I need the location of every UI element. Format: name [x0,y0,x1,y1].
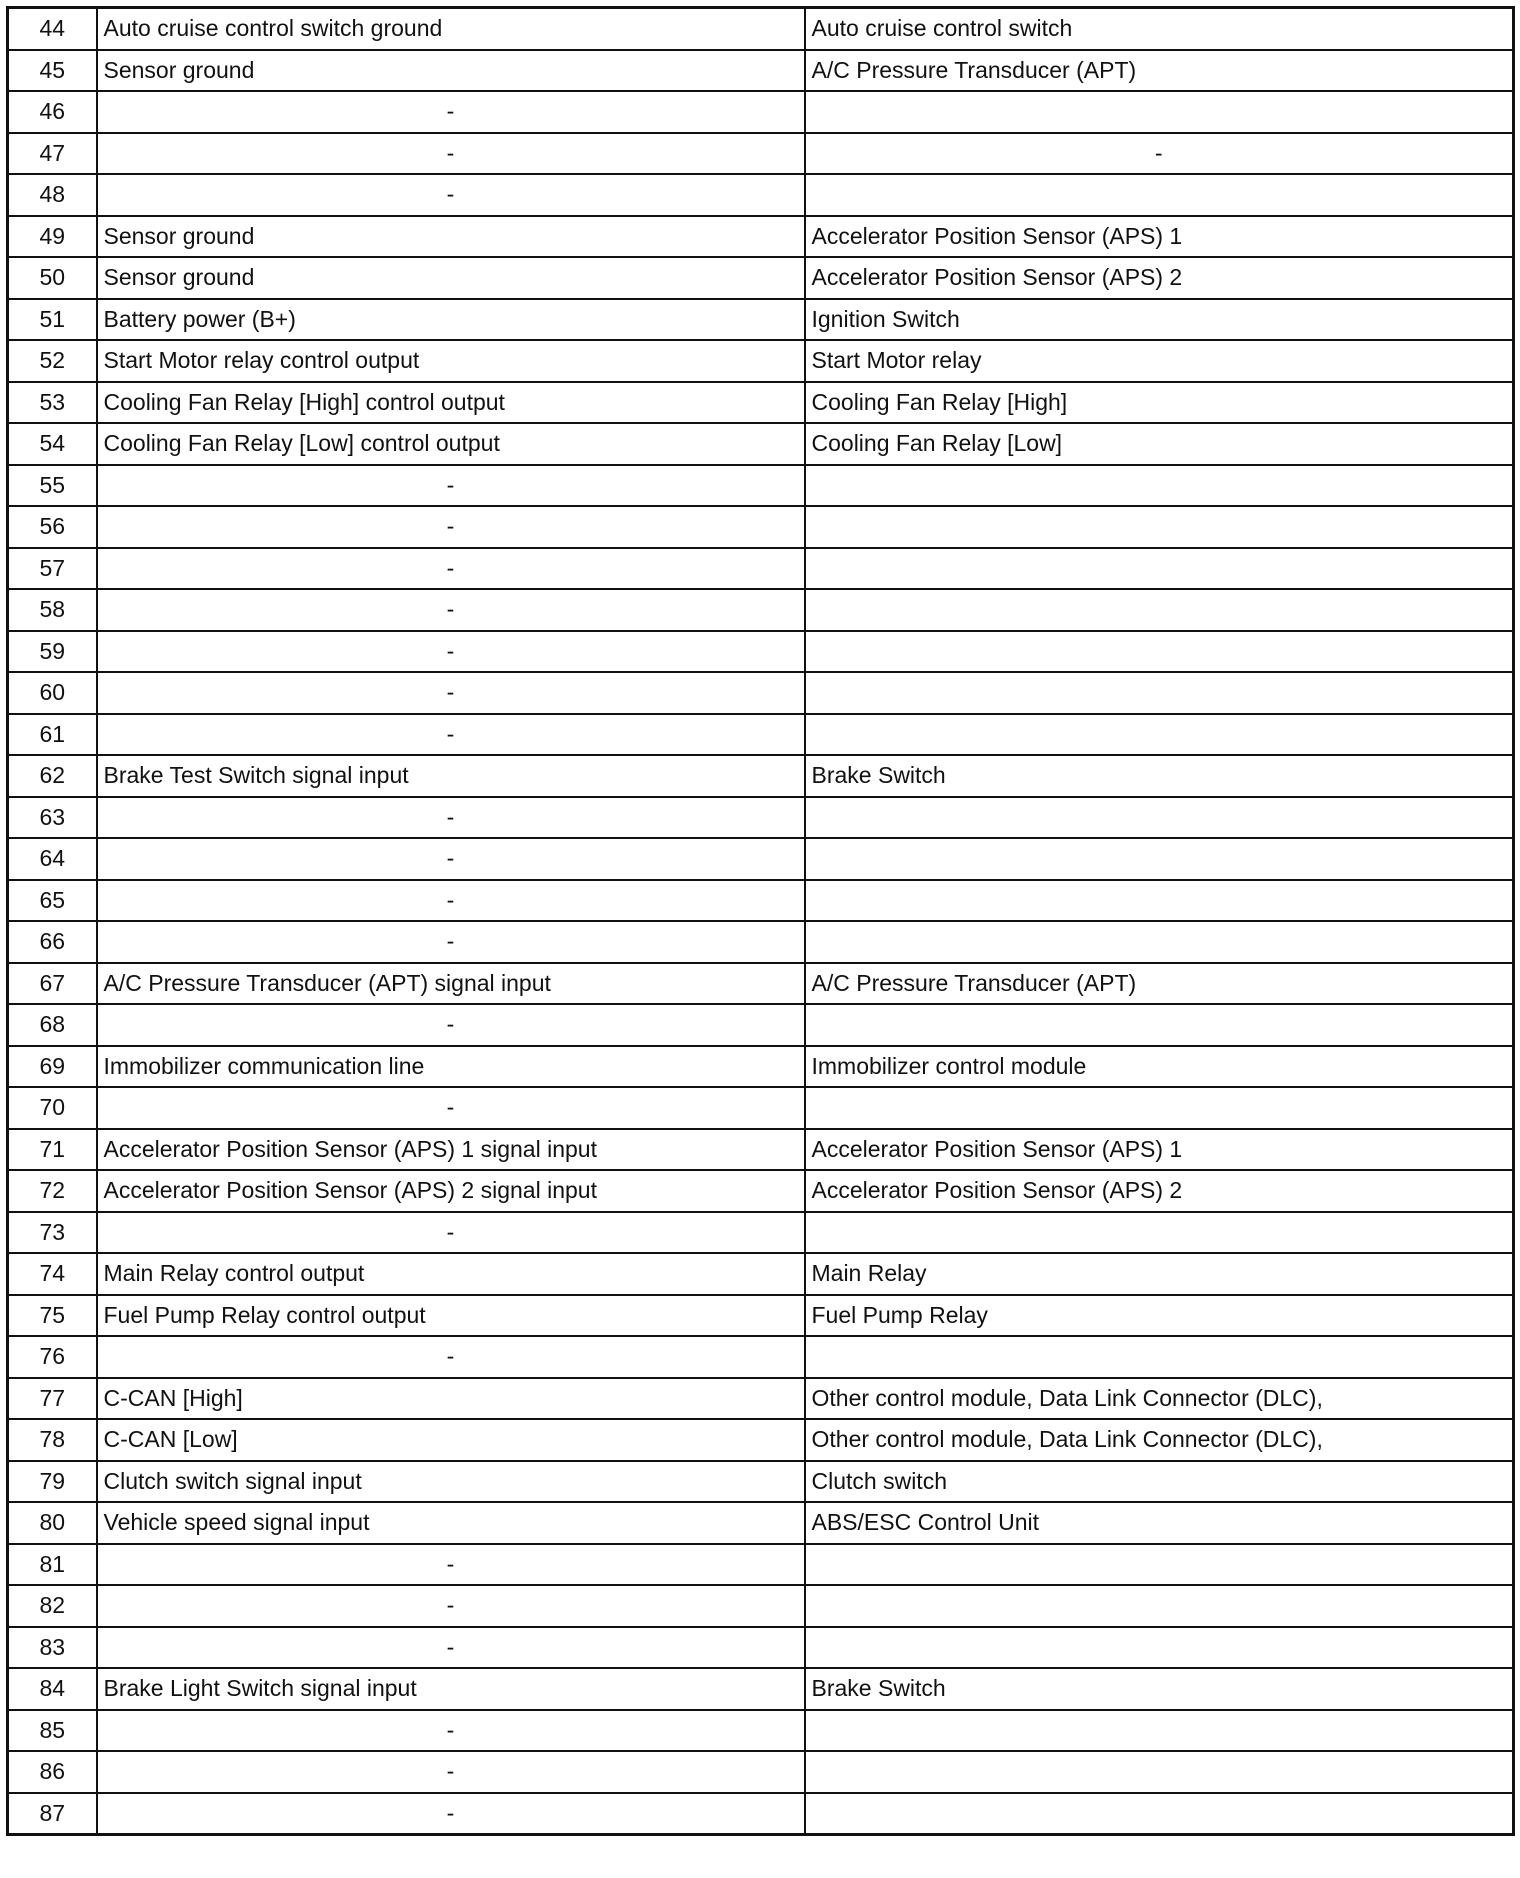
connected-to-cell [805,506,1514,548]
pin-description-cell: - [97,1751,805,1793]
table-row [8,174,1514,216]
connected-to-cell [805,714,1514,756]
table-row [8,1253,1514,1295]
table-row [8,1502,1514,1544]
pin-number-cell: 58 [8,589,97,631]
table-row [8,382,1514,424]
table-row [8,340,1514,382]
pin-table-body [8,8,1514,1835]
table-row [8,755,1514,797]
table-row [8,1585,1514,1627]
connected-to-cell: Accelerator Position Sensor (APS) 1 [805,216,1514,258]
pin-number-cell: 79 [8,1461,97,1503]
connected-to-cell: Start Motor relay [805,340,1514,382]
connected-to-cell: Ignition Switch [805,299,1514,341]
pin-description-cell: - [97,631,805,673]
pin-number-cell: 73 [8,1212,97,1254]
table-row [8,1170,1514,1212]
table-row [8,1751,1514,1793]
pin-number-cell: 68 [8,1004,97,1046]
pin-description-cell: - [97,921,805,963]
pin-number-cell: 57 [8,548,97,590]
pin-description-cell: - [97,1793,805,1835]
pin-number-cell: 52 [8,340,97,382]
pin-description-cell: - [97,1627,805,1669]
pin-description-cell: Cooling Fan Relay [High] control output [97,382,805,424]
table-row [8,133,1514,175]
pin-description-cell: - [97,465,805,507]
pin-description-cell: Fuel Pump Relay control output [97,1295,805,1337]
pin-description-cell: A/C Pressure Transducer (APT) signal input [97,963,805,1005]
table-row [8,1419,1514,1461]
table-row [8,1461,1514,1503]
pin-description-cell: Sensor ground [97,50,805,92]
pin-number-cell: 51 [8,299,97,341]
pin-number-cell: 59 [8,631,97,673]
table-row [8,91,1514,133]
pin-description-cell: - [97,714,805,756]
connected-to-cell [805,1627,1514,1669]
pin-number-cell: 53 [8,382,97,424]
table-row [8,589,1514,631]
pin-number-cell: 65 [8,880,97,922]
table-row [8,423,1514,465]
connected-to-cell: Clutch switch [805,1461,1514,1503]
connected-to-cell: Other control module, Data Link Connector (DLC), [805,1378,1514,1420]
connected-to-cell [805,1751,1514,1793]
table-row [8,1378,1514,1420]
pin-number-cell: 48 [8,174,97,216]
connected-to-cell: Accelerator Position Sensor (APS) 2 [805,1170,1514,1212]
pin-description-cell: - [97,880,805,922]
connected-to-cell [805,1544,1514,1586]
table-row [8,714,1514,756]
table-row [8,1668,1514,1710]
connected-to-cell [805,1004,1514,1046]
pin-number-cell: 86 [8,1751,97,1793]
pin-description-cell: Immobilizer communication line [97,1046,805,1088]
table-row [8,8,1514,50]
table-row [8,299,1514,341]
pin-description-cell: Main Relay control output [97,1253,805,1295]
connected-to-cell: Other control module, Data Link Connector (DLC), [805,1419,1514,1461]
connected-to-cell: Immobilizer control module [805,1046,1514,1088]
connected-to-cell: ABS/ESC Control Unit [805,1502,1514,1544]
connected-to-cell [805,672,1514,714]
pin-description-cell: - [97,838,805,880]
connected-to-cell [805,465,1514,507]
table-row [8,1295,1514,1337]
pin-description-cell: C-CAN [Low] [97,1419,805,1461]
connected-to-cell: Brake Switch [805,1668,1514,1710]
pin-description-cell: - [97,672,805,714]
pin-number-cell: 71 [8,1129,97,1171]
connected-to-cell: Accelerator Position Sensor (APS) 2 [805,257,1514,299]
table-row [8,1046,1514,1088]
pin-description-cell: - [97,1212,805,1254]
pin-description-cell: - [97,1544,805,1586]
connected-to-cell [805,797,1514,839]
pin-description-cell: - [97,174,805,216]
pin-number-cell: 50 [8,257,97,299]
connected-to-cell [805,1212,1514,1254]
connected-to-cell: Main Relay [805,1253,1514,1295]
connected-to-cell [805,589,1514,631]
connected-to-cell [805,91,1514,133]
connected-to-cell [805,631,1514,673]
table-row [8,1544,1514,1586]
connected-to-cell: A/C Pressure Transducer (APT) [805,50,1514,92]
pin-description-cell: - [97,1336,805,1378]
pin-number-cell: 72 [8,1170,97,1212]
table-row [8,548,1514,590]
table-row [8,1129,1514,1171]
table-row [8,1004,1514,1046]
table-row [8,838,1514,880]
pin-number-cell: 56 [8,506,97,548]
table-row [8,257,1514,299]
table-row [8,672,1514,714]
pin-description-cell: Cooling Fan Relay [Low] control output [97,423,805,465]
pin-description-cell: Sensor ground [97,216,805,258]
pin-number-cell: 74 [8,1253,97,1295]
pin-description-cell: Accelerator Position Sensor (APS) 2 signal input [97,1170,805,1212]
pin-description-cell: - [97,1004,805,1046]
pin-number-cell: 70 [8,1087,97,1129]
connected-to-cell [805,1585,1514,1627]
pin-description-cell: Brake Test Switch signal input [97,755,805,797]
table-row [8,1793,1514,1835]
pin-table [6,6,1515,1836]
connected-to-cell: Brake Switch [805,755,1514,797]
pin-description-cell: Accelerator Position Sensor (APS) 1 signal input [97,1129,805,1171]
pin-number-cell: 80 [8,1502,97,1544]
pin-description-cell: Vehicle speed signal input [97,1502,805,1544]
table-row [8,216,1514,258]
pin-number-cell: 46 [8,91,97,133]
pin-number-cell: 62 [8,755,97,797]
connected-to-cell [805,880,1514,922]
connected-to-cell [805,1336,1514,1378]
connected-to-cell [805,838,1514,880]
pin-description-cell: Auto cruise control switch ground [97,8,805,50]
pin-number-cell: 47 [8,133,97,175]
pin-number-cell: 60 [8,672,97,714]
table-row [8,880,1514,922]
pin-number-cell: 77 [8,1378,97,1420]
pin-number-cell: 69 [8,1046,97,1088]
connected-to-cell: Cooling Fan Relay [Low] [805,423,1514,465]
pin-number-cell: 84 [8,1668,97,1710]
pin-description-cell: - [97,1710,805,1752]
pin-number-cell: 66 [8,921,97,963]
pin-number-cell: 78 [8,1419,97,1461]
table-row [8,465,1514,507]
pin-description-cell: - [97,1087,805,1129]
pin-description-cell: C-CAN [High] [97,1378,805,1420]
pin-number-cell: 44 [8,8,97,50]
pin-number-cell: 83 [8,1627,97,1669]
pin-number-cell: 67 [8,963,97,1005]
connected-to-cell [805,548,1514,590]
table-row [8,921,1514,963]
table-row [8,1212,1514,1254]
table-row [8,963,1514,1005]
connected-to-cell [805,1793,1514,1835]
pin-description-cell: - [97,1585,805,1627]
pin-description-cell: - [97,133,805,175]
pin-description-cell: - [97,506,805,548]
pin-description-cell: - [97,548,805,590]
connected-to-cell: A/C Pressure Transducer (APT) [805,963,1514,1005]
table-row [8,1627,1514,1669]
table-row [8,506,1514,548]
pin-number-cell: 45 [8,50,97,92]
pin-description-cell: - [97,797,805,839]
pin-description-cell: - [97,589,805,631]
table-row [8,50,1514,92]
pin-number-cell: 49 [8,216,97,258]
connected-to-cell [805,1087,1514,1129]
table-row [8,631,1514,673]
connected-to-cell [805,1710,1514,1752]
pin-number-cell: 55 [8,465,97,507]
pin-number-cell: 76 [8,1336,97,1378]
pin-number-cell: 54 [8,423,97,465]
connected-to-cell [805,174,1514,216]
table-row [8,797,1514,839]
pin-number-cell: 75 [8,1295,97,1337]
pin-description-cell: Sensor ground [97,257,805,299]
pin-number-cell: 85 [8,1710,97,1752]
connected-to-cell: Fuel Pump Relay [805,1295,1514,1337]
connected-to-cell: Auto cruise control switch [805,8,1514,50]
connected-to-cell [805,921,1514,963]
pin-number-cell: 81 [8,1544,97,1586]
pin-description-cell: - [97,91,805,133]
table-row [8,1336,1514,1378]
pin-description-cell: Clutch switch signal input [97,1461,805,1503]
pin-number-cell: 82 [8,1585,97,1627]
pin-description-cell: Battery power (B+) [97,299,805,341]
pin-number-cell: 61 [8,714,97,756]
pin-number-cell: 64 [8,838,97,880]
connected-to-cell: Accelerator Position Sensor (APS) 1 [805,1129,1514,1171]
connected-to-cell: - [805,133,1514,175]
pin-description-cell: Start Motor relay control output [97,340,805,382]
table-row [8,1087,1514,1129]
pin-number-cell: 87 [8,1793,97,1835]
pin-description-cell: Brake Light Switch signal input [97,1668,805,1710]
connected-to-cell: Cooling Fan Relay [High] [805,382,1514,424]
table-row [8,1710,1514,1752]
pin-number-cell: 63 [8,797,97,839]
